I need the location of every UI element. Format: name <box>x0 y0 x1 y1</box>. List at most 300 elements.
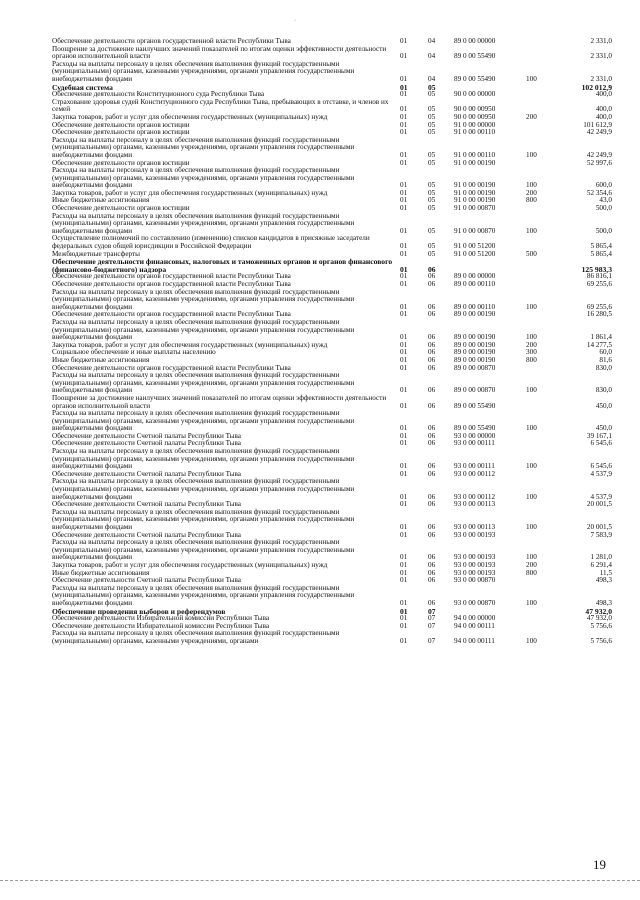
row-name-cell: Расходы на выплаты персоналу в целях обеспечения выполнения функций государственными (муниципальными) органами, казенными учреждениями, органами управления государственными внебюджетными фондами <box>52 507 355 531</box>
amount-cell: 52 354,6 <box>586 188 612 197</box>
target-article-cell: 93 0 00 00193 <box>454 568 496 577</box>
subsection-code-cell: 06 <box>428 280 436 288</box>
amount-cell: 6 545,6 <box>590 439 612 448</box>
section-code-cell: 01 <box>400 530 408 539</box>
target-article-cell: 91 0 00 00190 <box>454 158 496 167</box>
section-code-cell: 01 <box>400 568 408 577</box>
row-name-cell: Расходы на выплаты персоналу в целях обеспечения выполнения функций государственными (муниципальными) органами, казенными учреждениями, органами управления государственными внебюджетными фондами <box>52 447 355 471</box>
expense-type-cell: 100 <box>526 150 537 159</box>
expense-type-cell <box>522 311 548 319</box>
row-name-cell: Обеспечение деятельности Счетной палаты Республики Тыва <box>52 439 241 448</box>
amount-cell: 69 255,6 <box>586 280 612 288</box>
row-name-cell: Расходы на выплаты персоналу в целях обеспечения выполнения функций государственными (муниципальными) органами, казенными учреждениями, органами управления государственными внебюджетными фондами <box>52 538 355 562</box>
expense-type-cell <box>522 273 548 281</box>
target-article-cell: 89 0 00 00190 <box>454 355 496 364</box>
row-name-cell: Обеспечение деятельности органов государственной власти Республики Тыва <box>52 280 291 288</box>
table-row <box>52 46 612 61</box>
subsection-code-cell: 06 <box>428 333 436 342</box>
row-name-cell: Обеспечение деятельности органов государственной власти Республики Тыва <box>52 37 291 45</box>
target-article-cell: 91 0 00 51200 <box>454 249 496 258</box>
row-name-cell: Поощрение за достижение наилучших значений показателей по итогам оценки эффективности деятельности органов исполнительной власти <box>52 44 387 61</box>
amount-cell: 400,0 <box>595 112 612 121</box>
subsection-code-cell: 06 <box>428 462 436 471</box>
row-name-cell: Расходы на выплаты персоналу в целях обеспечения выполнения функций государственными (муниципальными) органами, казенными учреждениями, органами управления государственными внебюджетными фондами <box>52 583 355 607</box>
section-code-cell: 01 <box>400 598 408 607</box>
target-article-cell: 93 0 00 00870 <box>454 576 496 585</box>
row-name-cell: Закупка товаров, работ и услуг для обеспечения государственных (муниципальных) нужд <box>52 112 328 121</box>
row-name-cell: Расходы на выплаты персоналу в целях обеспечения выполнения функций государственными (муниципальными) органами, казенными учреждениями, органами управления государственными внебюджетными фондами <box>52 135 355 159</box>
subsection-code-cell: 06 <box>428 576 436 585</box>
row-name-cell: Расходы на выплаты персоналу в целях обеспечения выполнения функций государственными (муниципальными) органами, казенными учреждениями, органами управления государственными внебюджетными фондами <box>52 371 355 395</box>
expense-type-cell: 800 <box>526 196 537 205</box>
subsection-code-cell: 05 <box>428 120 436 129</box>
target-article-cell: 93 0 00 00111 <box>454 439 495 448</box>
target-article-cell: 91 0 00 00000 <box>454 120 496 129</box>
table-row <box>52 167 612 190</box>
amount-cell: 400,0 <box>595 90 612 99</box>
expense-type-cell <box>522 38 548 46</box>
section-code-cell: 01 <box>400 264 408 274</box>
section-code-cell: 01 <box>400 553 408 562</box>
expense-type-cell: 100 <box>526 226 537 235</box>
target-article-cell: 93 0 00 00111 <box>454 462 495 471</box>
target-article-cell: 93 0 00 00113 <box>454 500 496 509</box>
scan-bottom-edge <box>0 880 640 882</box>
section-code-cell: 01 <box>400 363 408 372</box>
amount-cell: 2 331,0 <box>590 52 612 61</box>
section-code-cell: 01 <box>400 576 408 585</box>
section-code-cell: 01 <box>400 105 408 114</box>
target-article-cell: 91 0 00 00190 <box>454 188 496 197</box>
row-name-cell: Расходы на выплаты персоналу в целях обеспечения выполнения функций государственными (муниципальными) органами, казенными учреждениями, органами управления государственными внебюджетными фондами <box>52 211 355 235</box>
expense-type-cell: 100 <box>526 386 537 395</box>
expense-type-cell: 100 <box>526 302 537 311</box>
section-code-cell: 01 <box>400 614 408 623</box>
subsection-code-cell: 05 <box>428 82 436 92</box>
target-article-cell: 94 0 00 00000 <box>454 614 496 623</box>
subsection-code-cell: 05 <box>428 181 436 190</box>
section-header-row <box>52 258 612 273</box>
section-code-cell: 01 <box>400 37 408 45</box>
target-article-cell: 93 0 00 00193 <box>454 560 496 569</box>
section-code-cell: 01 <box>400 150 408 159</box>
subsection-code-cell: 05 <box>428 158 436 167</box>
amount-cell: 2 331,0 <box>590 74 612 83</box>
amount-cell: 600,0 <box>595 181 612 190</box>
amount-cell: 47 932,0 <box>585 606 612 616</box>
subsection-code-cell: 04 <box>428 37 436 45</box>
row-name-cell: Поощрение за достижение наилучших значений показателей по итогам оценки эффективности деятельности органов исполнительной власти <box>52 393 387 410</box>
expense-type-cell: 200 <box>526 112 537 121</box>
expense-type-cell: 800 <box>526 355 537 364</box>
expense-type-cell: 100 <box>526 74 537 83</box>
section-code-cell: 01 <box>400 621 408 630</box>
target-article-cell: 89 0 00 00110 <box>454 302 496 311</box>
target-article-cell: 93 0 00 00870 <box>454 598 496 607</box>
expense-type-cell <box>522 122 548 130</box>
table-row <box>52 448 612 471</box>
expense-type-cell: 100 <box>526 636 537 645</box>
amount-cell: 6 291,4 <box>590 560 612 569</box>
row-name-cell: Закупка товаров, работ и услуг для обеспечения государственных (муниципальных) нужд <box>52 560 328 569</box>
subsection-code-cell: 05 <box>428 226 436 235</box>
table-row <box>52 372 612 395</box>
target-article-cell: 93 0 00 00113 <box>454 523 496 531</box>
expense-type-cell <box>522 440 548 448</box>
target-article-cell: 89 0 00 00870 <box>454 386 496 395</box>
section-code-cell: 01 <box>400 302 408 311</box>
section-code-cell: 01 <box>400 188 408 197</box>
row-name-cell: Иные бюджетные ассигнования <box>52 196 150 205</box>
subsection-code-cell: 07 <box>428 636 436 645</box>
amount-cell: 42 249,9 <box>586 150 612 159</box>
row-name-cell: Обеспечение деятельности органов государственной власти Республики Тыва <box>52 310 291 319</box>
row-name-cell: Расходы на выплаты персоналу в целях обеспечения выполнения функций государственными (муниципальными) органами, казенными учреждениями, органами <box>52 629 340 645</box>
table-row <box>52 137 612 160</box>
target-article-cell: 89 0 00 55490 <box>454 74 496 83</box>
scan-mark: · <box>294 18 296 24</box>
target-article-cell: 94 0 00 00111 <box>454 636 495 645</box>
target-article-cell: 94 0 00 00111 <box>454 621 495 630</box>
row-name-cell: Обеспечение деятельности органов юстиции <box>52 158 190 167</box>
subsection-code-cell: 06 <box>428 340 436 349</box>
target-article-cell: 91 0 00 00110 <box>454 150 496 159</box>
section-code-cell: 01 <box>400 348 408 357</box>
section-code-cell: 01 <box>400 82 408 92</box>
expense-type-cell: 100 <box>526 462 537 471</box>
expense-type-cell: 200 <box>526 560 537 569</box>
subsection-code-cell: 06 <box>428 264 436 274</box>
table-row <box>52 539 612 562</box>
target-article-cell <box>452 258 522 273</box>
target-article-cell: 89 0 00 00190 <box>454 333 496 342</box>
amount-cell: 450,0 <box>595 401 612 410</box>
amount-cell: 125 983,3 <box>581 264 612 274</box>
amount-cell: 52 997,6 <box>586 158 612 167</box>
target-article-cell: 89 0 00 00000 <box>454 37 496 45</box>
expense-type-cell: 500 <box>526 249 537 258</box>
amount-cell: 830,0 <box>595 363 612 372</box>
target-article-cell: 93 0 00 00193 <box>454 553 496 562</box>
target-article-cell: 91 0 00 00190 <box>454 181 496 190</box>
amount-cell: 5 756,6 <box>590 621 612 630</box>
target-article-cell: 90 0 00 00000 <box>454 90 496 99</box>
expense-type-cell <box>522 46 548 61</box>
expense-type-cell: 200 <box>526 340 537 349</box>
expense-type-cell: 100 <box>526 181 537 190</box>
target-article-cell: 93 0 00 00000 <box>454 431 496 440</box>
amount-cell: 1 861,4 <box>590 333 612 342</box>
table-row <box>52 289 612 312</box>
row-name-cell: Иные бюджетные ассигнования <box>52 355 150 364</box>
row-name-cell: Расходы на выплаты персоналу в целях обеспечения выполнения функций государственными (муниципальными) органами, казенными учреждениями, органами управления государственными внебюджетными фондами <box>52 317 355 342</box>
subsection-code-cell: 05 <box>428 249 436 258</box>
amount-cell: 500,0 <box>595 226 612 235</box>
section-code-cell: 01 <box>400 469 408 478</box>
amount-cell: 4 537,9 <box>590 492 612 501</box>
row-name-cell: Обеспечение деятельности органов юстиции <box>52 204 190 213</box>
section-code-cell: 01 <box>400 158 408 167</box>
row-name-cell: Обеспечение деятельности органов юстиции <box>52 120 190 129</box>
row-name-cell: Обеспечение деятельности Счетной палаты Республики Тыва <box>52 431 241 440</box>
table-row <box>52 410 612 433</box>
section-code-cell: 01 <box>400 52 408 61</box>
target-article-cell: 93 0 00 00193 <box>454 530 496 539</box>
subsection-code-cell: 06 <box>428 553 436 562</box>
section-code-cell: 01 <box>400 128 408 137</box>
section-code-cell: 01 <box>400 606 408 616</box>
expense-type-cell: 100 <box>526 333 537 342</box>
table-row <box>52 213 612 236</box>
amount-cell: 500,0 <box>595 204 612 213</box>
subsection-code-cell: 05 <box>428 112 436 121</box>
expense-type-cell <box>522 471 548 479</box>
target-article-cell: 89 0 00 55490 <box>454 401 496 410</box>
target-article-cell: 89 0 00 00110 <box>454 280 496 288</box>
section-code-cell: 01 <box>400 196 408 205</box>
row-name-cell: Обеспечение проведения выборов и референдумов <box>52 606 226 616</box>
subsection-code-cell: 05 <box>428 90 436 99</box>
target-article-cell: 89 0 00 00190 <box>454 340 496 349</box>
amount-cell: 60,0 <box>599 348 612 357</box>
expense-type-cell: 100 <box>526 523 537 531</box>
amount-cell: 39 167,1 <box>586 431 612 440</box>
expense-type-cell <box>522 160 548 168</box>
amount-cell: 20 001,5 <box>586 523 612 531</box>
target-article-cell: 89 0 00 00190 <box>454 348 496 357</box>
target-article-cell: 93 0 00 00112 <box>454 492 496 501</box>
expense-type-cell <box>522 258 548 273</box>
subsection-code-cell: 05 <box>428 150 436 159</box>
amount-cell: 5 865,4 <box>590 242 612 251</box>
expense-type-cell: 200 <box>526 188 537 197</box>
row-name-cell: Расходы на выплаты персоналу в целях обеспечения выполнения функций государственными (муниципальными) органами, казенными учреждениями, органами управления государственными внебюджетными фондами <box>52 59 355 83</box>
subsection-code-cell: 07 <box>428 606 436 616</box>
subsection-code-cell: 04 <box>428 74 436 83</box>
subsection-code-cell: 06 <box>428 401 436 410</box>
amount-cell: 69 255,6 <box>586 302 612 311</box>
section-code-cell: 01 <box>400 431 408 440</box>
table-row <box>52 99 612 114</box>
expense-type-cell: 300 <box>526 348 537 357</box>
row-name-cell: Обеспечение деятельности органов государственной власти Республики Тыва <box>52 272 291 281</box>
subsection-code-cell: 05 <box>428 128 436 137</box>
amount-cell: 450,0 <box>595 424 612 433</box>
amount-cell: 4 537,9 <box>590 469 612 478</box>
row-name-cell: Обеспечение деятельности Избирательной комиссии Республики Тыва <box>52 621 270 630</box>
section-code-cell: 01 <box>400 90 408 99</box>
section-code-cell: 01 <box>400 310 408 319</box>
expense-type-cell <box>522 205 548 213</box>
table-row <box>52 585 612 608</box>
budget-table-body <box>52 38 612 646</box>
subsection-code-cell: 06 <box>428 302 436 311</box>
section-code-cell: 01 <box>400 462 408 471</box>
target-article-cell: 89 0 00 00000 <box>454 272 496 281</box>
amount-cell: 43,0 <box>599 196 612 205</box>
section-code-cell: 01 <box>400 386 408 395</box>
row-name-cell: Закупка товаров, работ и услуг для обеспечения государственных (муниципальных) нужд <box>52 188 328 197</box>
target-article-cell: 89 0 00 55490 <box>454 424 496 433</box>
target-article-cell: 91 0 00 00110 <box>454 128 496 137</box>
table-row <box>52 235 612 250</box>
expense-type-cell: 800 <box>526 568 537 577</box>
row-name-cell: Расходы на выплаты персоналу в целях обеспечения выполнения функций государственными (муниципальными) органами, казенными учреждениями, органами управления государственными внебюджетными фондами <box>52 477 355 501</box>
subsection-code-cell: 04 <box>428 52 436 61</box>
section-code-cell: 01 <box>400 401 408 410</box>
expense-type-cell <box>522 91 548 99</box>
budget-table <box>52 38 612 646</box>
subsection-code-cell: 07 <box>428 621 436 630</box>
target-article-cell: 91 0 00 00870 <box>454 204 496 213</box>
subsection-code-cell: 06 <box>428 530 436 539</box>
table-row <box>52 630 612 645</box>
expense-type-cell <box>522 433 548 441</box>
table-row <box>52 395 612 410</box>
target-article-cell: 91 0 00 00190 <box>454 196 496 205</box>
expense-type-cell: 100 <box>526 492 537 501</box>
amount-cell: 5 865,4 <box>590 249 612 258</box>
row-name-cell: Расходы на выплаты персоналу в целях обеспечения выполнения функций государственными (муниципальными) органами, казенными учреждениями, органами управления государственными внебюджетными фондами <box>52 409 355 433</box>
row-name-cell: Обеспечение деятельности Конституционного суда Республики Тыва <box>52 90 265 99</box>
table-row <box>52 509 612 532</box>
row-name-cell: Обеспечение деятельности Счетной палаты Республики Тыва <box>52 576 241 585</box>
row-name-cell: Осуществление полномочий по составлению (изменению) списков кандидатов в присяжные заседатели федеральных судов общей юрисдикции в Российской Федерации <box>52 234 370 251</box>
amount-cell: 7 583,9 <box>590 530 612 539</box>
row-name-cell: Обеспечение деятельности Счетной палаты Республики Тыва <box>52 530 241 539</box>
amount-cell: 830,0 <box>595 386 612 395</box>
amount-cell: 14 277,5 <box>586 340 612 349</box>
target-article-cell: 91 0 00 00870 <box>454 226 496 235</box>
subsection-code-cell: 06 <box>428 469 436 478</box>
target-article-cell: 89 0 00 00190 <box>454 310 496 319</box>
section-code-cell: 01 <box>400 181 408 190</box>
subsection-code-cell: 05 <box>428 196 436 205</box>
subsection-code-cell: 05 <box>428 204 436 213</box>
subsection-code-cell: 05 <box>428 105 436 114</box>
section-code-cell: 01 <box>400 439 408 448</box>
section-code-cell: 01 <box>400 333 408 342</box>
expense-type-cell <box>522 281 548 289</box>
row-name-cell: Обеспечение деятельности органов юстиции <box>52 128 190 137</box>
expense-type-cell <box>522 501 548 509</box>
expense-type-cell <box>522 532 548 540</box>
row-name-cell: Межбюджетные трансферты <box>52 249 140 258</box>
subsection-code-cell: 06 <box>428 272 436 281</box>
subsection-code-cell: 06 <box>428 560 436 569</box>
amount-cell: 1 281,0 <box>590 553 612 562</box>
subsection-code-cell: 06 <box>428 500 436 509</box>
expense-type-cell: 100 <box>526 424 537 433</box>
expense-type-cell <box>522 99 548 114</box>
subsection-code-cell: 06 <box>428 363 436 372</box>
section-code-cell: 01 <box>400 74 408 83</box>
section-code-cell: 01 <box>400 242 408 251</box>
amount-cell: 86 816,1 <box>586 272 612 281</box>
section-code-cell: 01 <box>400 492 408 501</box>
amount-cell: 2 331,0 <box>590 37 612 45</box>
section-code-cell: 01 <box>400 204 408 213</box>
subsection-code-cell: 06 <box>428 439 436 448</box>
subsection-code-cell: 06 <box>428 431 436 440</box>
amount-cell: 20 001,5 <box>586 500 612 509</box>
subsection-code-cell: 06 <box>428 492 436 501</box>
expense-type-cell <box>522 365 548 373</box>
section-code-cell: 01 <box>400 272 408 281</box>
expense-type-cell: 100 <box>526 598 537 607</box>
expense-type-cell <box>522 623 548 631</box>
section-code-cell: 01 <box>400 112 408 121</box>
row-name-cell: Обеспечение деятельности органов государственной власти Республики Тыва <box>52 363 291 372</box>
amount-cell: 101 612,9 <box>583 120 612 129</box>
budget-table-page <box>52 38 612 646</box>
expense-type-cell <box>522 129 548 137</box>
amount-cell: 81,6 <box>599 355 612 364</box>
table-row <box>52 478 612 501</box>
row-name-cell: Обеспечение деятельности Счетной палаты Республики Тыва <box>52 469 241 478</box>
expense-type-cell <box>522 608 548 616</box>
page-number: 19 <box>593 857 606 872</box>
subsection-code-cell: 06 <box>428 348 436 357</box>
section-code-cell: 01 <box>400 280 408 288</box>
row-name-cell: Обеспечение деятельности Счетной палаты Республики Тыва <box>52 500 241 509</box>
section-code-cell: 01 <box>400 120 408 129</box>
section-code-cell: 01 <box>400 355 408 364</box>
amount-cell: 102 012,9 <box>581 82 612 92</box>
subsection-code-cell: 06 <box>428 355 436 364</box>
amount-cell: 42 249,9 <box>586 128 612 137</box>
amount-cell: 47 932,0 <box>586 614 612 623</box>
section-code-cell: 01 <box>400 424 408 433</box>
section-code-cell: 01 <box>400 226 408 235</box>
table-row <box>52 61 612 84</box>
amount-cell: 5 756,6 <box>590 636 612 645</box>
subsection-code-cell: 05 <box>428 188 436 197</box>
expense-type-cell: 100 <box>526 553 537 562</box>
section-code-cell: 01 <box>400 560 408 569</box>
row-name-cell: Обеспечение деятельности Избирательной комиссии Республики Тыва <box>52 614 270 623</box>
row-name-cell: Закупка товаров, работ и услуг для обеспечения государственных (муниципальных) нужд <box>52 340 328 349</box>
row-name-cell: Судебная система <box>52 82 113 92</box>
target-article-cell: 91 0 00 51200 <box>454 242 496 251</box>
subsection-code-cell: 06 <box>428 424 436 433</box>
row-name-cell: Расходы на выплаты персоналу в целях обеспечения выполнения функций государственными (муниципальными) органами, казенными учреждениями, органами управления государственными внебюджетными фондами <box>52 287 355 311</box>
expense-type-cell <box>522 395 548 410</box>
amount-cell: 498,3 <box>595 598 612 607</box>
expense-type-cell <box>522 84 548 92</box>
subsection-code-cell: 07 <box>428 614 436 623</box>
row-name-cell: Расходы на выплаты персоналу в целях обеспечения выполнения функций государственными (муниципальными) органами, казенными учреждениями, органами управления государственными внебюджетными фондами <box>52 166 355 190</box>
amount-cell: 498,3 <box>595 576 612 585</box>
section-code-cell: 01 <box>400 523 408 531</box>
subsection-code-cell: 05 <box>428 242 436 251</box>
subsection-code-cell: 06 <box>428 310 436 319</box>
subsection-code-cell: 06 <box>428 598 436 607</box>
amount-cell: 6 545,6 <box>590 462 612 471</box>
target-article-cell: 90 0 00 00950 <box>454 105 496 114</box>
expense-type-cell <box>522 235 548 250</box>
section-code-cell: 01 <box>400 340 408 349</box>
target-article-cell: 93 0 00 00112 <box>454 469 496 478</box>
amount-cell: 16 280,5 <box>586 310 612 319</box>
row-name-cell: Страхование здоровья судей Конституционного суда Республики Тыва, пребывающих в отставке, и членов их семей <box>52 97 389 114</box>
row-name-cell: Иные бюджетные ассигнования <box>52 568 150 577</box>
expense-type-cell <box>522 577 548 585</box>
subsection-code-cell: 06 <box>428 386 436 395</box>
target-article-cell: 90 0 00 00950 <box>454 112 496 121</box>
subsection-code-cell: 06 <box>428 568 436 577</box>
row-name-cell: Обеспечение деятельности финансовых, налоговых и таможенных органов и органов финансового (финансово-бюджетного) надзора <box>52 257 393 274</box>
